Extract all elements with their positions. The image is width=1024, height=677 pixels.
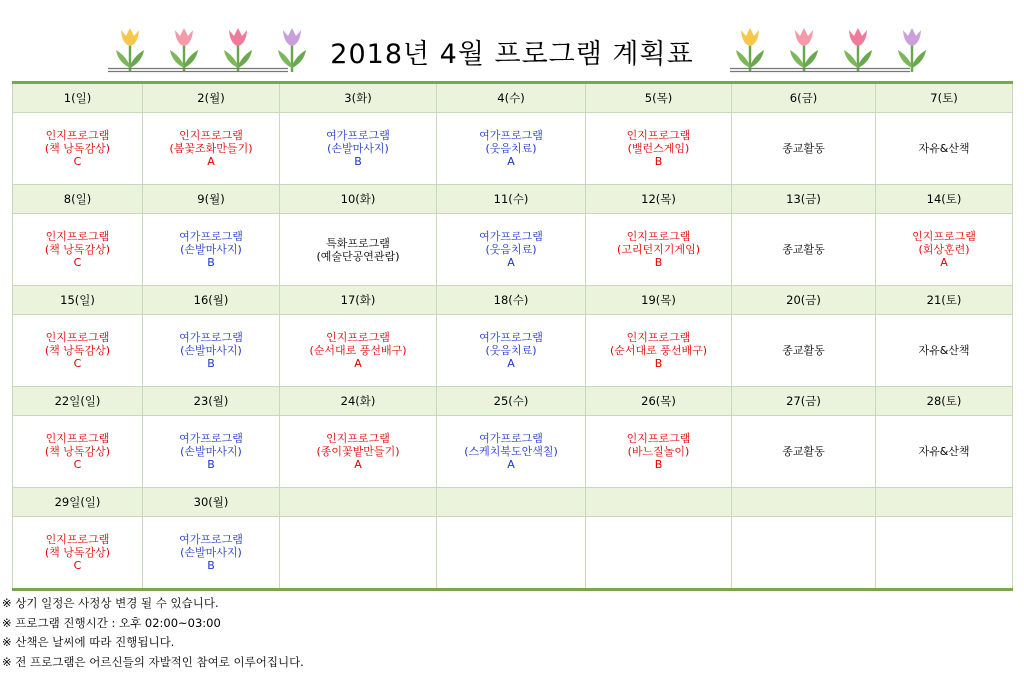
program-line: A <box>507 155 515 168</box>
day-header-row <box>13 83 1013 113</box>
program-row <box>13 517 1013 590</box>
program-cell <box>732 214 876 286</box>
program-line: 인지프로그램 <box>45 432 110 445</box>
program-calendar <box>12 81 1013 591</box>
day-label: 17(화) <box>280 286 437 315</box>
program-cell <box>586 113 732 185</box>
day-label: 25(수) <box>437 387 586 416</box>
program-line: 여가프로그램 <box>179 533 243 546</box>
program-line: (손발마사지) <box>180 546 242 559</box>
day-label <box>280 488 437 517</box>
day-label: 7(토) <box>876 83 1013 113</box>
program-cell <box>280 214 437 286</box>
day-label: 19(목) <box>586 286 732 315</box>
day-label: 12(목) <box>586 185 732 214</box>
day-label: 1(일) <box>13 83 143 113</box>
day-label: 4(수) <box>437 83 586 113</box>
program-cell <box>876 315 1013 387</box>
program-line: (고리던지기게임) <box>617 243 700 256</box>
program-line: 여가프로그램 <box>479 432 543 445</box>
page-title: 2018년 4월 프로그램 계획표 <box>330 39 694 70</box>
program-line: A <box>354 357 362 370</box>
page-header <box>0 0 1024 80</box>
day-label: 29일(일) <box>13 488 143 517</box>
program-cell <box>13 517 143 590</box>
program-cell <box>13 416 143 488</box>
program-line: 인지프로그램 <box>626 230 691 243</box>
program-line: (손발마사지) <box>180 344 242 357</box>
day-label <box>876 488 1013 517</box>
program-line: 종교활동 <box>782 344 825 357</box>
program-line: (책 낭독감상) <box>44 546 111 559</box>
day-label: 11(수) <box>437 185 586 214</box>
program-line: 특화프로그램 <box>326 236 390 250</box>
day-label <box>732 488 876 517</box>
program-line: 종교활동 <box>782 243 825 256</box>
day-label: 2(월) <box>143 83 280 113</box>
day-label: 24(화) <box>280 387 437 416</box>
program-cell <box>732 517 876 590</box>
program-line: (웃음치료) <box>485 243 537 256</box>
program-line: 인지프로그램 <box>912 230 976 243</box>
program-line: (책 낭독감상) <box>44 445 111 458</box>
day-header-row <box>13 185 1013 214</box>
program-cell <box>876 416 1013 488</box>
program-line: (책 낭독감상) <box>44 142 111 155</box>
program-line: B <box>354 155 362 168</box>
program-line: 인지프로그램 <box>326 432 390 445</box>
day-label: 22일(일) <box>13 387 143 416</box>
day-label: 15(일) <box>13 286 143 315</box>
program-cell <box>437 113 586 185</box>
day-label: 28(토) <box>876 387 1013 416</box>
program-line: 인지프로그램 <box>626 432 691 445</box>
program-line: (종이꽃밭만들기) <box>316 445 400 458</box>
program-line: 종교활동 <box>782 142 825 155</box>
program-cell <box>280 315 437 387</box>
program-line: C <box>73 256 82 269</box>
program-cell <box>732 113 876 185</box>
program-line: (손발마사지) <box>180 243 242 256</box>
program-line: 여가프로그램 <box>479 331 543 344</box>
day-label: 14(토) <box>876 185 1013 214</box>
program-line: B <box>654 256 663 269</box>
day-label: 8(일) <box>13 185 143 214</box>
program-line: 인지프로그램 <box>45 230 110 243</box>
program-line: 인지프로그램 <box>626 129 691 142</box>
program-line: B <box>207 458 215 471</box>
program-line: (순서대로 풍선배구) <box>309 344 407 357</box>
program-line: (손발마사지) <box>180 445 242 458</box>
day-label: 26(목) <box>586 387 732 416</box>
day-header-row <box>13 286 1013 315</box>
program-line: (밸런스게임) <box>627 142 690 155</box>
program-row <box>13 315 1013 387</box>
program-line: (순서대로 풍선배구) <box>609 344 708 357</box>
note-line: ※ 프로그램 진행시간 : 오후 02:00~03:00 <box>2 615 221 630</box>
program-cell <box>143 113 280 185</box>
program-line: 인지프로그램 <box>326 331 390 344</box>
day-label: 20(금) <box>732 286 876 315</box>
day-header-row <box>13 387 1013 416</box>
program-line: (손발마사지) <box>327 142 389 155</box>
program-cell <box>13 214 143 286</box>
program-line: 자유&산책 <box>918 445 970 458</box>
day-label <box>586 488 732 517</box>
program-line: B <box>654 357 663 370</box>
program-line: 여가프로그램 <box>326 129 390 142</box>
program-cell <box>13 315 143 387</box>
note-line: ※ 전 프로그램은 어르신들의 자발적인 참여로 이루어집니다. <box>2 654 304 669</box>
program-cell <box>732 416 876 488</box>
program-line: 여가프로그램 <box>179 432 243 445</box>
program-line: A <box>940 256 948 269</box>
program-line: 인지프로그램 <box>179 129 243 142</box>
day-label: 16(월) <box>143 286 280 315</box>
program-line: B <box>207 357 215 370</box>
program-cell <box>143 214 280 286</box>
program-cell <box>13 113 143 185</box>
program-cell <box>143 315 280 387</box>
program-cell <box>143 416 280 488</box>
program-line: (책 낭독감상) <box>44 344 111 357</box>
program-line: C <box>73 458 82 471</box>
program-cell <box>732 315 876 387</box>
program-cell <box>876 214 1013 286</box>
program-line: C <box>73 357 82 370</box>
day-label: 23(월) <box>143 387 280 416</box>
program-cell <box>586 517 732 590</box>
day-label: 6(금) <box>732 83 876 113</box>
program-line: 여가프로그램 <box>479 230 543 243</box>
day-label: 3(화) <box>280 83 437 113</box>
program-line: (웃음치료) <box>485 344 537 357</box>
day-label: 9(월) <box>143 185 280 214</box>
program-line: (예술단공연관람) <box>316 249 400 263</box>
program-line: (봄꽃조화만들기) <box>169 142 253 155</box>
program-line: A <box>507 458 515 471</box>
program-cell <box>143 517 280 590</box>
program-row <box>13 113 1013 185</box>
program-row <box>13 416 1013 488</box>
program-line: 인지프로그램 <box>626 331 691 344</box>
day-label: 10(화) <box>280 185 437 214</box>
program-line: 여가프로그램 <box>179 230 243 243</box>
program-line: B <box>207 559 215 572</box>
program-line: A <box>207 155 215 168</box>
program-cell <box>586 214 732 286</box>
day-label: 30(월) <box>143 488 280 517</box>
program-line: 여가프로그램 <box>179 331 243 344</box>
day-label: 27(금) <box>732 387 876 416</box>
program-cell <box>280 416 437 488</box>
program-line: 인지프로그램 <box>45 129 110 142</box>
program-cell <box>437 416 586 488</box>
program-cell <box>280 517 437 590</box>
program-cell <box>437 315 586 387</box>
program-line: 종교활동 <box>782 445 825 458</box>
program-cell <box>437 517 586 590</box>
note-line: ※ 상기 일정은 사정상 변경 될 수 있습니다. <box>2 596 219 610</box>
day-label: 13(금) <box>732 185 876 214</box>
program-cell <box>876 517 1013 590</box>
program-cell <box>280 113 437 185</box>
program-line: 자유&산책 <box>918 142 970 155</box>
note-line: ※ 산책은 날씨에 따라 진행됩니다. <box>2 635 175 649</box>
day-label: 5(목) <box>586 83 732 113</box>
program-cell <box>437 214 586 286</box>
program-line: C <box>73 155 82 168</box>
notes-section <box>2 594 304 672</box>
program-line: 인지프로그램 <box>45 533 110 546</box>
day-header-row <box>13 488 1013 517</box>
day-label <box>437 488 586 517</box>
program-cell <box>876 113 1013 185</box>
program-line: (책 낭독감상) <box>44 243 111 256</box>
program-line: B <box>654 155 663 168</box>
program-line: B <box>207 256 215 269</box>
program-line: 자유&산책 <box>918 344 970 357</box>
program-line: A <box>354 458 362 471</box>
program-cell <box>586 416 732 488</box>
program-line: 여가프로그램 <box>479 129 543 142</box>
program-line: (바느질놀이) <box>627 445 690 458</box>
program-line: A <box>507 357 515 370</box>
program-line: (웃음치료) <box>485 142 537 155</box>
program-line: (회상훈련) <box>918 243 970 256</box>
program-line: A <box>507 256 515 269</box>
program-cell <box>586 315 732 387</box>
program-line: (스케치북도안색칠) <box>464 445 558 458</box>
day-label: 21(토) <box>876 286 1013 315</box>
day-label: 18(수) <box>437 286 586 315</box>
program-row <box>13 214 1013 286</box>
program-line: C <box>73 559 82 572</box>
program-line: B <box>654 458 663 471</box>
program-line: 인지프로그램 <box>45 331 110 344</box>
